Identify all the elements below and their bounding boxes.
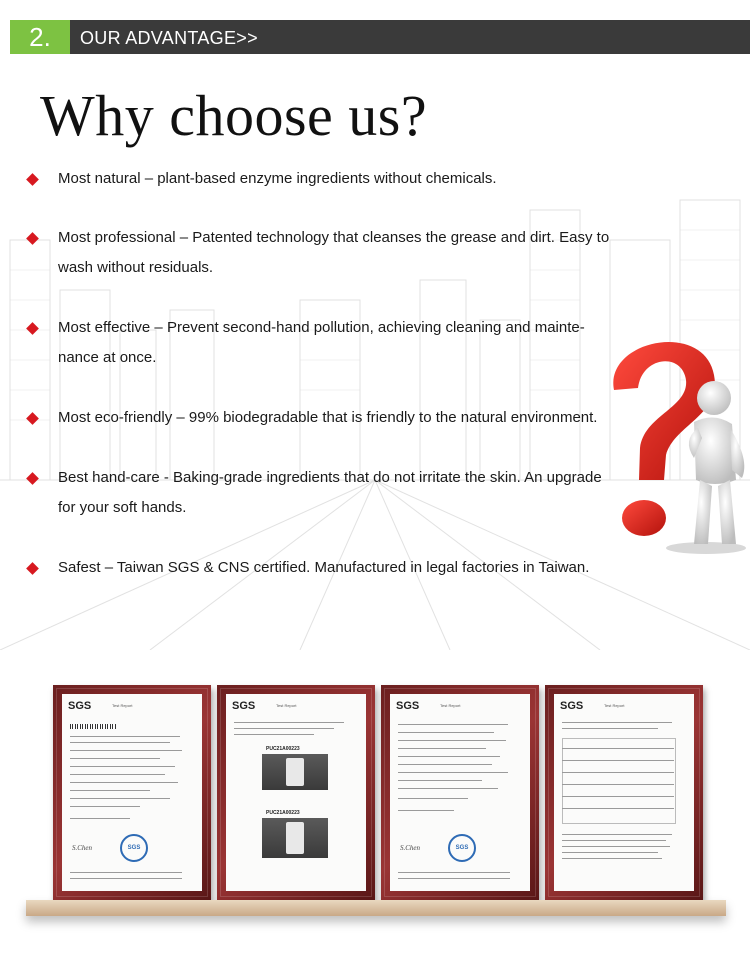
- certificate-paper: SGS Test Report S.Chen SGS: [390, 694, 530, 891]
- red-diamond-icon: [26, 472, 39, 485]
- section-title: OUR ADVANTAGE>>: [70, 20, 750, 54]
- certificate-paper: [554, 694, 694, 891]
- report-title: Test Report: [276, 703, 297, 708]
- barcode-icon: [70, 724, 116, 729]
- feature-item: [28, 403, 618, 433]
- sample-code: PUC21A00223: [266, 746, 300, 752]
- red-diamond-icon: [26, 562, 39, 575]
- section-header: [10, 20, 750, 54]
- feature-text: Best hand-care - Baking-grade ingredients that do not irritate the skin. An upgrade for your soft hands.: [58, 469, 602, 516]
- sgs-logo: SGS: [68, 700, 92, 712]
- sample-code: PUC21A00223: [266, 810, 300, 816]
- feature-item: [28, 553, 618, 583]
- certificate-shelf: [0, 680, 750, 930]
- feature-text: Most natural – plant-based enzyme ingredients without chemicals.: [58, 170, 497, 187]
- sgs-logo: SGS: [232, 700, 256, 712]
- question-mark-figure-icon: [594, 330, 750, 560]
- sample-photo: [262, 754, 328, 790]
- certificate-paper: [226, 694, 366, 891]
- report-title: Test Report: [112, 703, 133, 708]
- report-title: Test Report: [440, 703, 461, 708]
- feature-text: Most eco-friendly – 99% biodegradable that is friendly to the natural environment.: [58, 409, 598, 426]
- sgs-logo: SGS: [560, 700, 584, 712]
- feature-text: Safest – Taiwan SGS & CNS certified. Manufactured in legal factories in Taiwan.: [58, 559, 590, 576]
- feature-text: Most professional – Patented technology that cleanses the grease and dirt. Easy to wash without residuals.: [58, 229, 610, 276]
- certificate-frame: [381, 685, 539, 900]
- wooden-shelf: [26, 900, 726, 916]
- feature-item: [28, 223, 618, 283]
- sgs-logo: SGS: [396, 700, 420, 712]
- page-headline: Why choose us?: [40, 83, 428, 148]
- feature-text: Most effective – Prevent second-hand pollution, achieving cleaning and mainte-nance at once.: [58, 319, 585, 366]
- certificate-frame: [53, 685, 211, 900]
- section-number: 2.: [10, 20, 70, 54]
- report-title: Test Report: [604, 703, 625, 708]
- red-diamond-icon: [26, 322, 39, 335]
- sample-photo: [262, 818, 328, 858]
- red-diamond-icon: [26, 232, 39, 245]
- feature-item: [28, 164, 618, 194]
- red-diamond-icon: [26, 173, 39, 186]
- sgs-seal-icon: SGS: [120, 834, 148, 862]
- certificate-frame: [217, 685, 375, 900]
- certificate-paper: SGS Test Report S.Chen SGS: [62, 694, 202, 891]
- certificate-frame: [545, 685, 703, 900]
- sgs-seal-icon: SGS: [448, 834, 476, 862]
- red-diamond-icon: [26, 412, 39, 425]
- feature-item: [28, 313, 618, 373]
- feature-item: [28, 463, 618, 523]
